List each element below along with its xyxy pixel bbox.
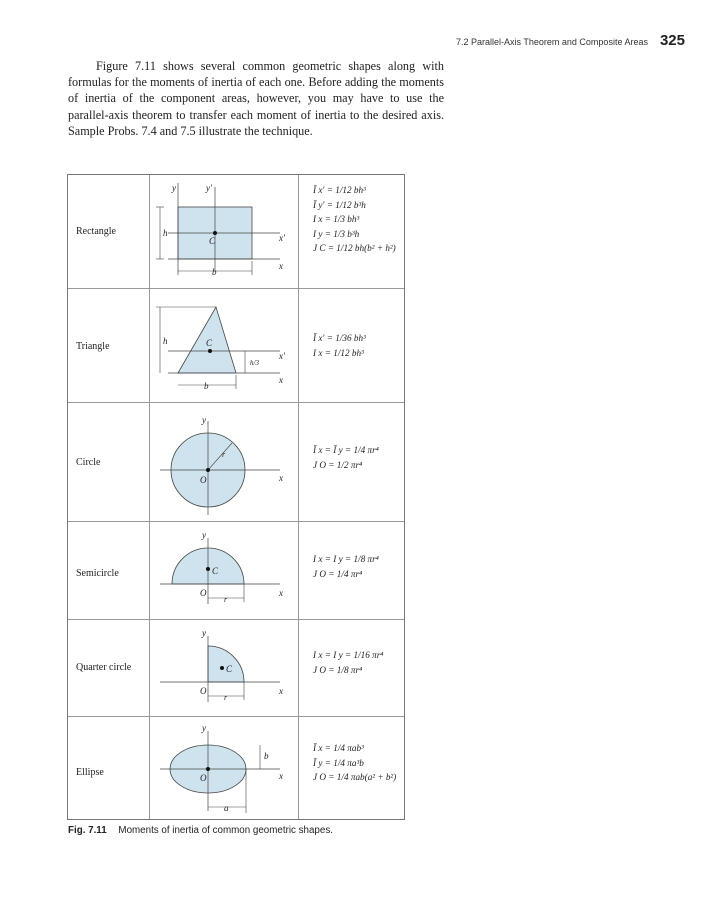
centroid-label: C [212, 566, 219, 576]
y-axis-label: y [202, 415, 206, 425]
y-axis-label: y [202, 530, 206, 540]
semicircle-row [68, 521, 404, 620]
x-axis-label: x [279, 375, 283, 385]
formula: Ī x = 1/4 πab³ [313, 743, 364, 753]
shape-label-triangle: Triangle [76, 341, 110, 352]
formula: I y = 1/3 b³h [313, 228, 360, 239]
ellipse-diagram [150, 717, 298, 822]
rectangle-row [68, 175, 404, 288]
x-prime-label: x′ [279, 233, 285, 243]
formula: J O = 1/4 πab(a² + b²) [313, 772, 397, 782]
formula: Ī x = Ī y = 1/4 πr⁴ [313, 445, 379, 455]
origin-label: O [200, 588, 207, 598]
ellipse-row [68, 716, 404, 822]
triangle-row [68, 288, 404, 403]
centroid-label: C [226, 664, 233, 674]
semicircle-diagram [150, 522, 298, 620]
radius-label: r [222, 450, 226, 459]
shape-label-quarter-circle: Quarter circle [76, 662, 132, 673]
formula: Ī y′ = 1/12 b³h [313, 199, 366, 210]
formula: J C = 1/12 bh(b² + h²) [313, 243, 396, 253]
semicircle-formulas [313, 552, 379, 581]
base-label: b [212, 267, 217, 277]
formula: I x = 1/3 bh³ [313, 214, 360, 224]
shape-label-circle: Circle [76, 457, 101, 468]
shape-label-semicircle: Semicircle [76, 568, 119, 579]
x-axis-label: x [279, 473, 283, 483]
quarter-circle-diagram [150, 620, 298, 717]
quarter-circle-row [68, 619, 404, 717]
intro-paragraph: Figure 7.11 shows several common geometric shapes along with formulas for the moments of inertia of each one. Before adding the moments of inertia of the component areas, however, you may have to use the parallel-axis theorem to transfer each moment of inertia to the desired axis. Sample Probs. 7.4 and 7.5 illustrate the technique. [68, 59, 444, 138]
y-axis-label: y [202, 628, 206, 638]
section-title: 7.2 Parallel-Axis Theorem and Composite Areas [456, 37, 648, 47]
radius-label: r [224, 595, 228, 604]
running-header [456, 32, 685, 52]
formula: J O = 1/8 πr⁴ [313, 664, 363, 675]
figure-caption [68, 825, 333, 836]
y-axis-label: y [202, 723, 206, 733]
base-label: b [204, 381, 209, 391]
origin-label: O [200, 773, 207, 783]
shape-label-ellipse: Ellipse [76, 767, 104, 778]
circle-row [68, 402, 404, 522]
origin-label: O [200, 686, 207, 696]
page-number: 325 [659, 32, 685, 49]
formula: I x = I y = 1/16 πr⁴ [313, 650, 384, 660]
ellipse-formulas [313, 741, 396, 785]
shape-label-rectangle: Rectangle [76, 226, 116, 237]
rectangle-formulas [313, 183, 396, 256]
circle-diagram [150, 403, 298, 522]
radius-label: r [224, 693, 228, 702]
centroid-label: C [209, 236, 216, 246]
centroid-label: C [206, 338, 213, 348]
height-label: h [163, 336, 168, 346]
semi-major-label: a [224, 803, 229, 813]
x-prime-label: x′ [279, 351, 285, 361]
moments-of-inertia-figure [67, 174, 405, 820]
quarter-circle-formulas [313, 648, 383, 677]
figure-number: Fig. 7.11 [68, 825, 107, 836]
formula: Ī x′ = 1/36 bh³ [313, 333, 366, 343]
origin-label: O [200, 475, 207, 485]
semi-minor-label: b [264, 751, 269, 761]
formula: J O = 1/2 πr⁴ [313, 459, 363, 470]
height-label: h [163, 228, 168, 238]
formula: J O = 1/4 πr⁴ [313, 568, 363, 579]
x-axis-label: x [279, 771, 283, 781]
y-axis-label: y [172, 183, 176, 193]
formula: Ī x′ = 1/12 bh³ [313, 185, 366, 195]
formula: I x = 1/12 bh³ [313, 347, 364, 358]
y-prime-label: y′ [206, 183, 212, 193]
rectangle-diagram [150, 175, 298, 288]
caption-text: Moments of inertia of common geometric shapes. [118, 825, 333, 836]
triangle-formulas [313, 331, 366, 360]
circle-formulas [313, 443, 379, 472]
triangle-diagram [150, 289, 298, 403]
formula: I x = I y = 1/8 πr⁴ [313, 554, 379, 564]
h-over-3-label: h/3 [250, 359, 259, 367]
x-axis-label: x [279, 588, 283, 598]
formula: Ī y = 1/4 πa³b [313, 757, 364, 768]
x-axis-label: x [279, 261, 283, 271]
x-axis-label: x [279, 686, 283, 696]
